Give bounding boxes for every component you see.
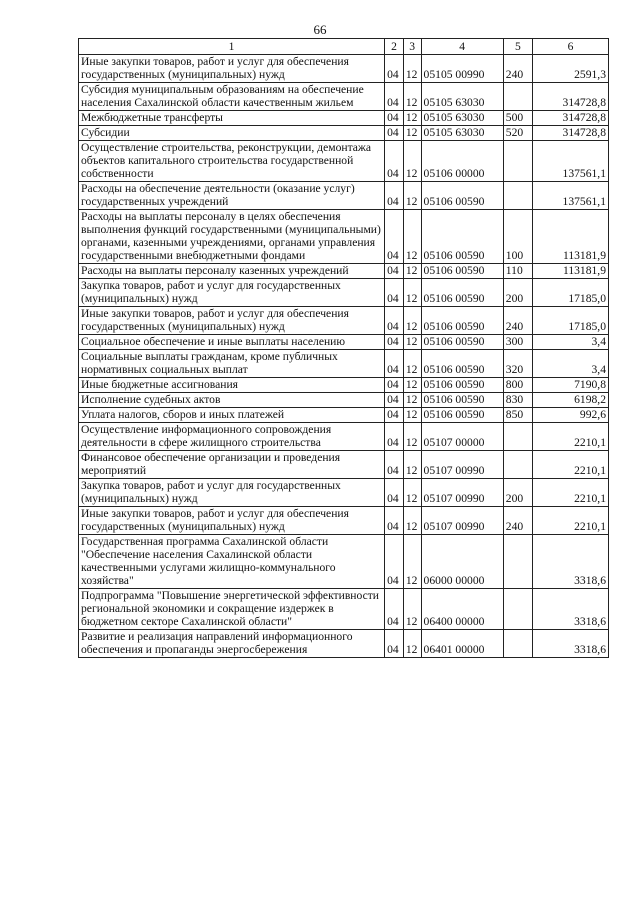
row-amount: 314728,8 [532,111,608,126]
row-subsection: 12 [403,378,421,393]
row-amount: 137561,1 [532,182,608,210]
row-amount: 2210,1 [532,507,608,535]
row-amount: 3318,6 [532,589,608,630]
row-name: Иные бюджетные ассигнования [79,378,385,393]
row-expense-type [503,423,532,451]
header-col-6: 6 [532,39,608,55]
row-expense-type [503,83,532,111]
row-section: 04 [385,535,404,589]
row-target-code: 05106 00590 [421,182,503,210]
row-amount: 3,4 [532,335,608,350]
row-expense-type: 320 [503,350,532,378]
row-target-code: 05106 00590 [421,210,503,264]
row-name: Иные закупки товаров, работ и услуг для обеспечения государственных (муниципальных) нужд [79,55,385,83]
row-target-code: 05107 00990 [421,507,503,535]
table-row [79,479,609,507]
row-subsection: 12 [403,210,421,264]
row-target-code: 05105 63030 [421,126,503,141]
row-target-code: 05105 63030 [421,83,503,111]
row-name: Исполнение судебных актов [79,393,385,408]
budget-table [78,38,609,658]
row-subsection: 12 [403,423,421,451]
row-name: Закупка товаров, работ и услуг для государственных (муниципальных) нужд [79,479,385,507]
row-expense-type: 850 [503,408,532,423]
table-row [79,182,609,210]
row-section: 04 [385,335,404,350]
row-name: Уплата налогов, сборов и иных платежей [79,408,385,423]
row-subsection: 12 [403,479,421,507]
row-target-code: 05107 00990 [421,451,503,479]
row-subsection: 12 [403,589,421,630]
row-expense-type: 500 [503,111,532,126]
row-expense-type: 100 [503,210,532,264]
row-section: 04 [385,55,404,83]
row-amount: 314728,8 [532,83,608,111]
header-row [79,39,609,55]
row-expense-type: 300 [503,335,532,350]
row-section: 04 [385,378,404,393]
row-target-code: 05106 00590 [421,408,503,423]
row-expense-type: 830 [503,393,532,408]
row-expense-type [503,451,532,479]
row-name: Подпрограмма "Повышение энергетической эффективности региональной экономики и сокращение издержек в бюджетном секторе Сахалинской области" [79,589,385,630]
row-subsection: 12 [403,182,421,210]
row-name: Субсидии [79,126,385,141]
header-col-5: 5 [503,39,532,55]
row-section: 04 [385,423,404,451]
row-name: Иные закупки товаров, работ и услуг для обеспечения государственных (муниципальных) нужд [79,507,385,535]
row-name: Социальные выплаты гражданам, кроме публичных нормативных социальных выплат [79,350,385,378]
row-expense-type [503,535,532,589]
table-row [79,83,609,111]
row-subsection: 12 [403,307,421,335]
row-section: 04 [385,210,404,264]
row-expense-type [503,589,532,630]
row-name: Расходы на выплаты персоналу в целях обеспечения выполнения функций государственными (муниципальными) органами, казенными учреждениями, органами управления государственными внебюджетными фондами [79,210,385,264]
row-subsection: 12 [403,55,421,83]
row-section: 04 [385,350,404,378]
table-row [79,423,609,451]
row-amount: 17185,0 [532,279,608,307]
table-row [79,393,609,408]
table-row [79,535,609,589]
row-target-code: 05105 00990 [421,55,503,83]
table-row [79,378,609,393]
table-row [79,111,609,126]
table-row [79,126,609,141]
row-section: 04 [385,279,404,307]
row-target-code: 06401 00000 [421,630,503,658]
row-name: Социальное обеспечение и иные выплаты населению [79,335,385,350]
row-target-code: 05106 00590 [421,393,503,408]
row-target-code: 05106 00590 [421,335,503,350]
row-name: Иные закупки товаров, работ и услуг для обеспечения государственных (муниципальных) нужд [79,307,385,335]
row-subsection: 12 [403,126,421,141]
row-expense-type: 240 [503,307,532,335]
row-amount: 314728,8 [532,126,608,141]
row-amount: 113181,9 [532,210,608,264]
row-section: 04 [385,182,404,210]
row-subsection: 12 [403,141,421,182]
table-row [79,408,609,423]
row-target-code: 06000 00000 [421,535,503,589]
row-section: 04 [385,126,404,141]
table-row [79,141,609,182]
row-expense-type: 200 [503,479,532,507]
header-col-3: 3 [403,39,421,55]
row-amount: 2210,1 [532,479,608,507]
row-target-code: 06400 00000 [421,589,503,630]
row-amount: 2210,1 [532,451,608,479]
row-subsection: 12 [403,279,421,307]
row-amount: 137561,1 [532,141,608,182]
table-row [79,451,609,479]
row-name: Закупка товаров, работ и услуг для государственных (муниципальных) нужд [79,279,385,307]
row-amount: 17185,0 [532,307,608,335]
row-section: 04 [385,479,404,507]
table-row [79,507,609,535]
row-amount: 3318,6 [532,630,608,658]
row-expense-type [503,141,532,182]
row-name: Развитие и реализация направлений информационного обеспечения и пропаганды энергосбережения [79,630,385,658]
row-section: 04 [385,307,404,335]
row-expense-type: 240 [503,507,532,535]
row-amount: 113181,9 [532,264,608,279]
table-row [79,307,609,335]
header-col-4: 4 [421,39,503,55]
table-row [79,350,609,378]
row-amount: 2591,3 [532,55,608,83]
row-target-code: 05106 00000 [421,141,503,182]
row-amount: 6198,2 [532,393,608,408]
table-row [79,589,609,630]
row-subsection: 12 [403,630,421,658]
row-amount: 2210,1 [532,423,608,451]
row-section: 04 [385,408,404,423]
row-section: 04 [385,83,404,111]
row-subsection: 12 [403,507,421,535]
row-target-code: 05106 00590 [421,279,503,307]
table-row [79,210,609,264]
table-row [79,279,609,307]
row-section: 04 [385,630,404,658]
row-expense-type: 200 [503,279,532,307]
row-expense-type: 520 [503,126,532,141]
row-name: Осуществление информационного сопровождения деятельности в сфере жилищного строительства [79,423,385,451]
row-subsection: 12 [403,264,421,279]
table-row [79,55,609,83]
header-col-1: 1 [79,39,385,55]
row-section: 04 [385,451,404,479]
row-subsection: 12 [403,393,421,408]
header-col-2: 2 [385,39,404,55]
row-name: Расходы на обеспечение деятельности (оказание услуг) государственных учреждений [79,182,385,210]
row-expense-type [503,182,532,210]
row-subsection: 12 [403,335,421,350]
row-name: Субсидия муниципальным образованиям на обеспечение населения Сахалинской области качественным жильем [79,83,385,111]
row-name: Финансовое обеспечение организации и проведения мероприятий [79,451,385,479]
row-section: 04 [385,393,404,408]
row-subsection: 12 [403,535,421,589]
row-section: 04 [385,141,404,182]
row-subsection: 12 [403,451,421,479]
row-expense-type: 240 [503,55,532,83]
row-target-code: 05107 00990 [421,479,503,507]
row-subsection: 12 [403,83,421,111]
table-row [79,264,609,279]
table-row [79,335,609,350]
page-number: 66 [313,22,327,37]
row-target-code: 05106 00590 [421,307,503,335]
row-subsection: 12 [403,350,421,378]
row-section: 04 [385,264,404,279]
row-target-code: 05107 00000 [421,423,503,451]
row-target-code: 05105 63030 [421,111,503,126]
row-amount: 3,4 [532,350,608,378]
row-subsection: 12 [403,111,421,126]
row-subsection: 12 [403,408,421,423]
row-name: Межбюджетные трансферты [79,111,385,126]
row-name: Расходы на выплаты персоналу казенных учреждений [79,264,385,279]
row-name: Осуществление строительства, реконструкции, демонтажа объектов капитального строительства государственной собственности [79,141,385,182]
row-section: 04 [385,589,404,630]
row-section: 04 [385,111,404,126]
row-amount: 3318,6 [532,535,608,589]
row-target-code: 05106 00590 [421,350,503,378]
row-section: 04 [385,507,404,535]
row-target-code: 05106 00590 [421,264,503,279]
row-target-code: 05106 00590 [421,378,503,393]
row-expense-type: 110 [503,264,532,279]
table-row [79,630,609,658]
row-name: Государственная программа Сахалинской области "Обеспечение населения Сахалинской области качественными услугами жилищно-коммунального хозяйства" [79,535,385,589]
row-expense-type: 800 [503,378,532,393]
row-amount: 992,6 [532,408,608,423]
row-expense-type [503,630,532,658]
row-amount: 7190,8 [532,378,608,393]
